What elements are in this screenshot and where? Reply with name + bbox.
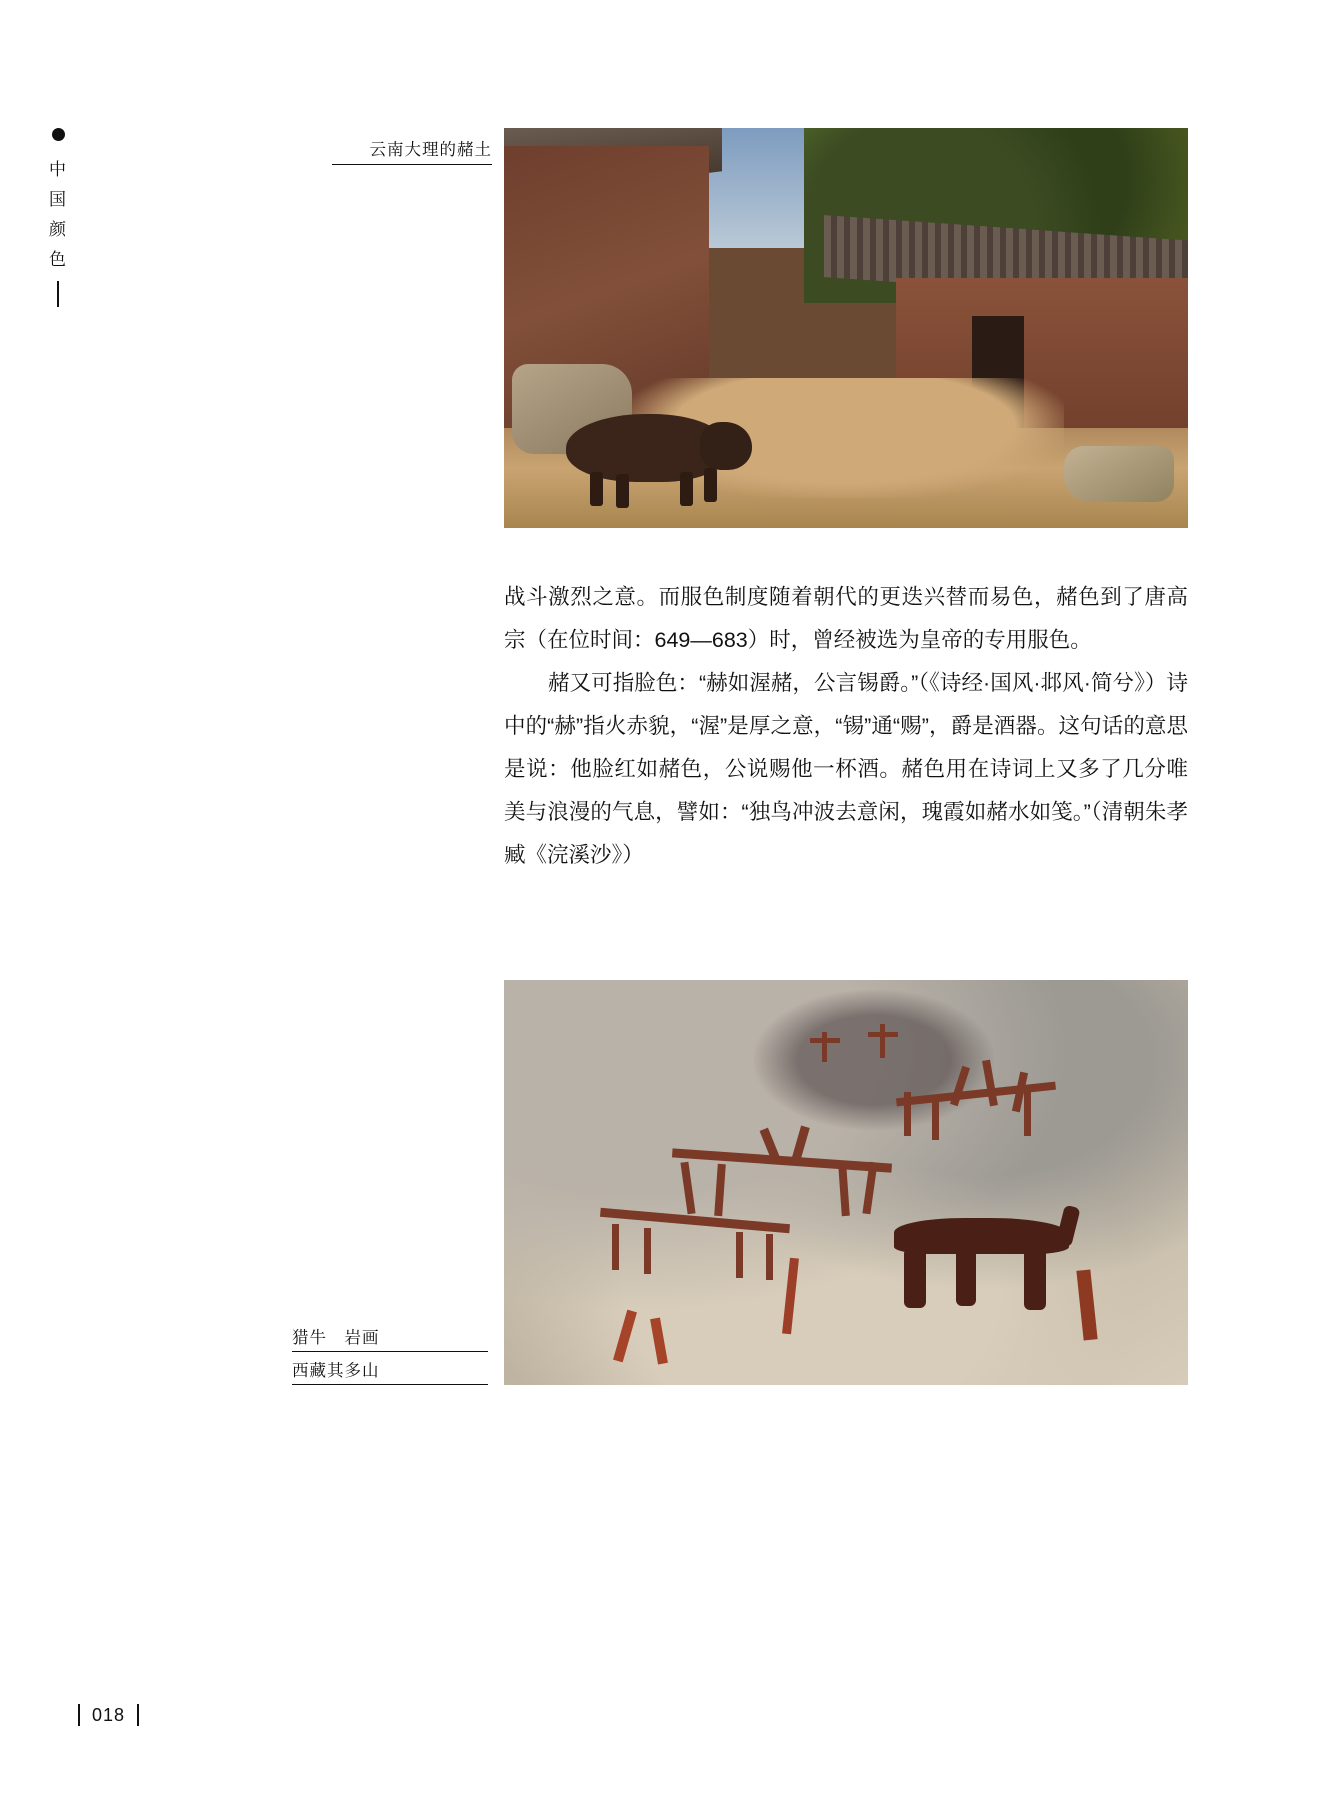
rockart-hunter-figure — [880, 1024, 885, 1058]
figure-top-caption: 云南大理的赭土 — [332, 136, 492, 165]
photo-pig-leg — [616, 474, 629, 508]
photo-pig-leg — [704, 468, 717, 502]
figure-top-image — [504, 128, 1188, 528]
rockart-leg — [904, 1092, 911, 1136]
running-head-char-3: 颜 — [49, 220, 67, 239]
rockart-leg — [644, 1228, 651, 1274]
folio-rule-right — [137, 1704, 139, 1726]
body-paragraph-1: 战斗激烈之意。而服色制度随着朝代的更迭兴替而易色，赭色到了唐高宗（在位时间：649—683）时，曾经被选为皇帝的专用服色。 — [504, 585, 1188, 652]
body-text — [504, 576, 1188, 877]
rockart-leg — [932, 1096, 939, 1140]
figure-bottom-caption-line1: 猎牛 岩画 — [292, 1324, 488, 1352]
rockart-hunter-arm — [810, 1038, 840, 1043]
rockart-leg — [612, 1224, 619, 1270]
body-paragraph-2: 赭又可指脸色：“赫如渥赭，公言锡爵。”（《诗经·国风·邶风·简兮》）诗中的“赫”指火赤貌，“渥”是厚之意，“锡”通“赐”，爵是酒器。这句话的意思是说：他脸红如赭色，公说赐他一杯酒。赭色用在诗词上又多了几分唯美与浪漫的气息，譬如：“独鸟冲波去意闲，瑰霞如赭水如笺。”（清朝朱孝臧《浣溪沙》） — [504, 671, 1188, 867]
page-number: 018 — [92, 1704, 126, 1725]
rockart-dark-ox-leg — [904, 1248, 926, 1308]
running-head-char-4: 色 — [49, 250, 67, 269]
rockart-leg — [1024, 1092, 1031, 1136]
rockart-dark-stain — [754, 990, 994, 1130]
photo-pig-head — [700, 422, 752, 470]
photo-rock-right — [1064, 446, 1174, 502]
running-head-text — [38, 155, 78, 275]
running-head-char-2: 国 — [49, 190, 67, 209]
photo-pig-leg — [590, 472, 603, 506]
folio-rule-left — [78, 1704, 80, 1726]
photo-pig-leg — [680, 472, 693, 506]
running-head-char-1: 中 — [49, 160, 67, 179]
rockart-leg — [766, 1234, 773, 1280]
running-head — [38, 128, 78, 307]
running-head-rule — [57, 281, 59, 307]
figure-bottom-caption — [292, 1324, 488, 1385]
rockart-dark-ox-leg — [956, 1248, 976, 1306]
rockart-hunter-figure — [822, 1032, 827, 1062]
bullet-dot-icon — [52, 128, 65, 141]
rockart-hunter-arm — [868, 1032, 898, 1037]
figure-bottom-caption-line2: 西藏其多山 — [292, 1357, 488, 1385]
rockart-dark-ox-leg — [1024, 1248, 1046, 1310]
rockart-leg — [736, 1232, 743, 1278]
photo-rural-courtyard — [504, 128, 1188, 528]
figure-bottom-image — [504, 980, 1188, 1385]
page-folio — [78, 1704, 139, 1726]
photo-rock-painting — [504, 980, 1188, 1385]
